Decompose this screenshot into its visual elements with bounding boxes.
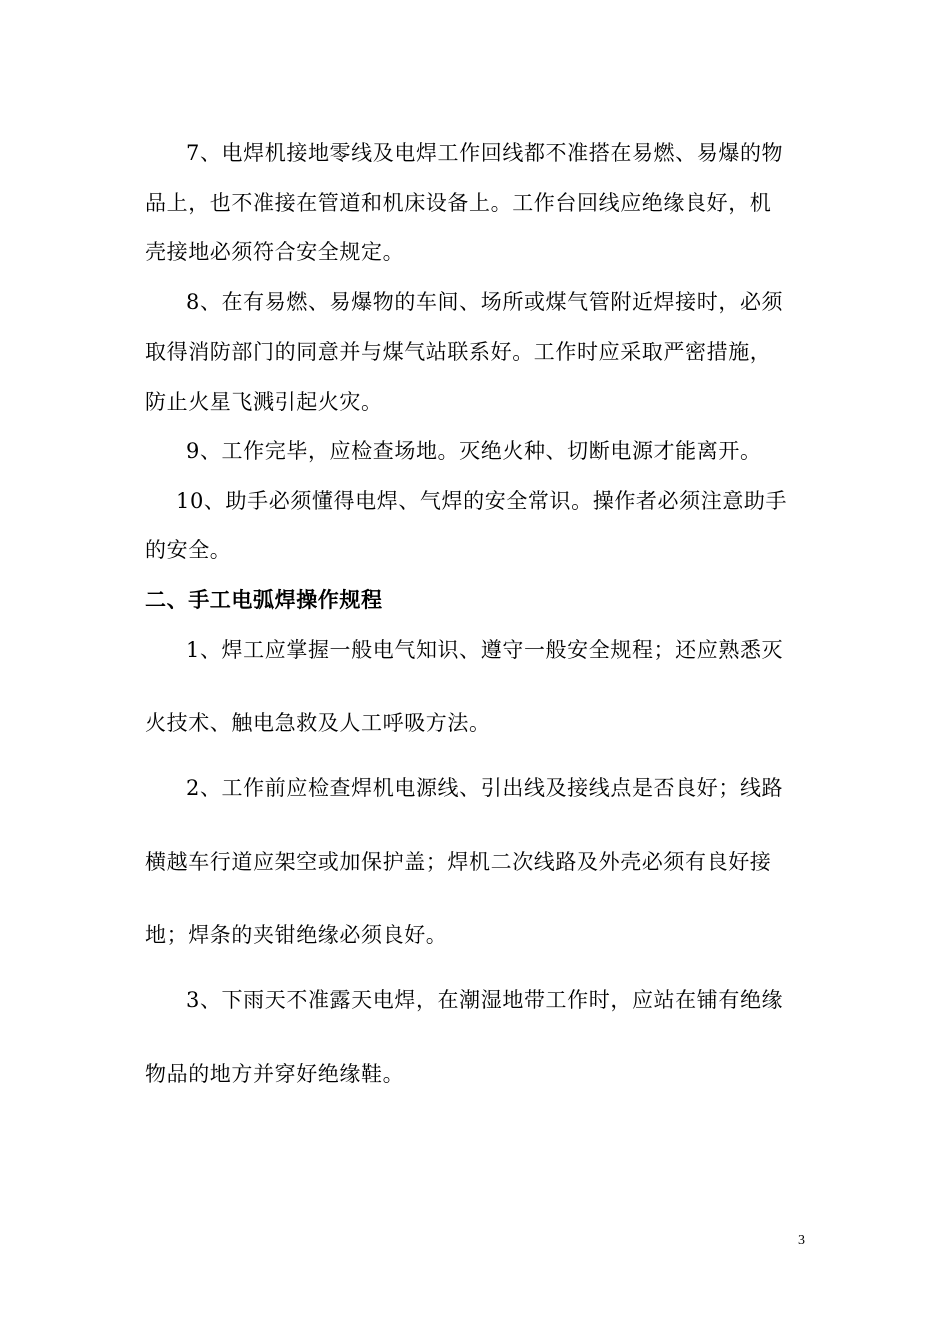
- item-7-line-2: 品上，也不准接在管道和机床设备上。工作台回线应绝缘良好，机: [145, 191, 772, 215]
- rule-2-line-3: 地；焊条的夹钳绝缘必须良好。: [145, 923, 448, 947]
- page-number: 3: [798, 1233, 805, 1248]
- section-heading: 二、手工电弧焊操作规程: [145, 587, 383, 612]
- rule-2-line-2: 横越车行道应架空或加保护盖；焊机二次线路及外壳必须有良好接: [145, 850, 772, 874]
- rule-3-line-1: 3、下雨天不准露天电焊，在潮湿地带工作时，应站在铺有绝缘: [186, 988, 784, 1012]
- item-8-line-1: 8、在有易燃、易爆物的车间、场所或煤气管附近焊接时，必须: [186, 290, 784, 314]
- rule-3-line-2: 物品的地方并穿好绝缘鞋。: [145, 1062, 405, 1086]
- item-8-line-3: 防止火星飞溅引起火灾。: [145, 390, 383, 414]
- item-8-line-2: 取得消防部门的同意并与煤气站联系好。工作时应采取严密措施，: [145, 340, 772, 364]
- rule-2-line-1: 2、工作前应检查焊机电源线、引出线及接线点是否良好；线路: [186, 776, 784, 800]
- item-10-line-1: 10、助手必须懂得电焊、气焊的安全常识。操作者必须注意助手: [176, 489, 788, 513]
- item-9-line-1: 9、工作完毕，应检查场地。灭绝火种、切断电源才能离开。: [186, 439, 762, 463]
- item-10-line-2: 的安全。: [145, 538, 232, 562]
- rule-1-line-2: 火技术、触电急救及人工呼吸方法。: [145, 711, 491, 735]
- item-7-line-1: 7、电焊机接地零线及电焊工作回线都不准搭在易燃、易爆的物: [186, 141, 784, 165]
- rule-1-line-1: 1、焊工应掌握一般电气知识、遵守一般安全规程；还应熟悉灭: [186, 638, 784, 662]
- item-7-line-3: 壳接地必须符合安全规定。: [145, 240, 405, 264]
